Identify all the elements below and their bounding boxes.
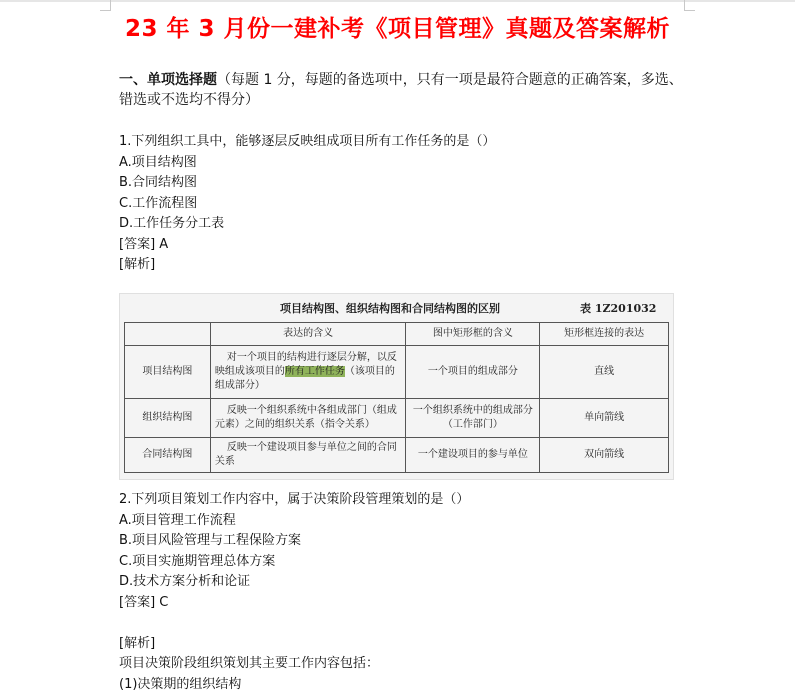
comparison-table: [124, 322, 669, 473]
row-meaning: 反映一个组织系统中各组成部门（组成元素）之间的组织关系（指令关系）: [210, 399, 406, 438]
question-1-option-d: D.工作任务分工表: [119, 216, 225, 231]
question-2-explanation: 项目决策阶段组织策划其主要工作内容包括：: [119, 656, 380, 672]
question-2-analysis-label: [解析]: [119, 635, 156, 651]
question-2-stem: 2.下列项目策划工作内容中，属于决策阶段管理策划的是（）: [119, 492, 470, 507]
row-box-meaning: 一个项目的组成部分: [406, 346, 540, 399]
question-2-explanation-item: (1)决策期的组织结构: [119, 676, 242, 692]
table-header-cell: [125, 323, 211, 346]
row-meaning-text: （该项目的组成部分）: [214, 366, 395, 391]
question-2-option-c: C.项目实施期管理总体方案: [119, 553, 276, 569]
row-name: 组织结构图: [125, 399, 211, 438]
question-2-block: [119, 490, 469, 695]
question-1-answer: [答案] A: [119, 236, 169, 252]
question-2-option-a: A.项目管理工作流程: [119, 512, 236, 528]
table-row: [125, 438, 669, 473]
question-2-option-d: D.技术方案分析和论证: [119, 574, 251, 590]
question-1-stem: 1.下列组织工具中，能够逐层反映组成项目所有工作任务的是（）: [119, 134, 496, 149]
page-top-edge: [0, 0, 795, 2]
table-header-cell: 矩形框连接的表达: [540, 323, 669, 346]
row-link-meaning: 双向箭线: [540, 438, 669, 473]
row-meaning: [210, 346, 406, 399]
highlighted-text: 所有工作任务: [284, 366, 345, 377]
document-body: [119, 70, 695, 276]
question-1-option-b: B.合同结构图: [119, 175, 198, 190]
row-name: 项目结构图: [125, 346, 211, 399]
section-heading-block: [119, 70, 695, 110]
question-1-option-a: A.项目结构图: [119, 154, 197, 170]
question-1-analysis-label: [解析]: [119, 257, 156, 272]
table-number: 表 1Z201032: [580, 302, 657, 315]
table-row: [125, 399, 669, 438]
row-box-meaning: 一个建设项目的参与单位: [406, 438, 540, 473]
row-link-meaning: 单向箭线: [540, 399, 669, 438]
table-header-row: [125, 323, 669, 346]
question-2-answer: [答案] C: [119, 594, 169, 610]
section-note: （每题 1 分，每题的备选项中，只有一项是最符合题意的正确答案，多选、错选或不选均不得分）: [119, 72, 683, 108]
section-heading: 一、单项选择题: [119, 72, 217, 88]
table-row: [125, 346, 669, 399]
row-name: 合同结构图: [125, 438, 211, 473]
question-1-option-c: C.工作流程图: [119, 195, 198, 211]
row-box-meaning: 一个组织系统中的组成部分（工作部门）: [406, 399, 540, 438]
comparison-table-image: [119, 293, 674, 480]
table-header-cell: 表达的含义: [210, 323, 406, 346]
row-link-meaning: 直线: [540, 346, 669, 399]
row-meaning-text: 对一个项目的结构进行逐层分解，以反映组成该项目的: [214, 352, 397, 377]
document-title: 23 年 3 月份一建补考《项目管理》真题及答案解析: [124, 16, 671, 42]
row-meaning: 反映一个建设项目参与单位之间的合同关系: [210, 438, 406, 473]
table-caption: 项目结构图、组织结构图和合同结构图的区别: [280, 302, 500, 315]
table-header-cell: 图中矩形框的含义: [406, 323, 540, 346]
question-2-option-b: B.项目风险管理与工程保险方案: [119, 533, 302, 549]
